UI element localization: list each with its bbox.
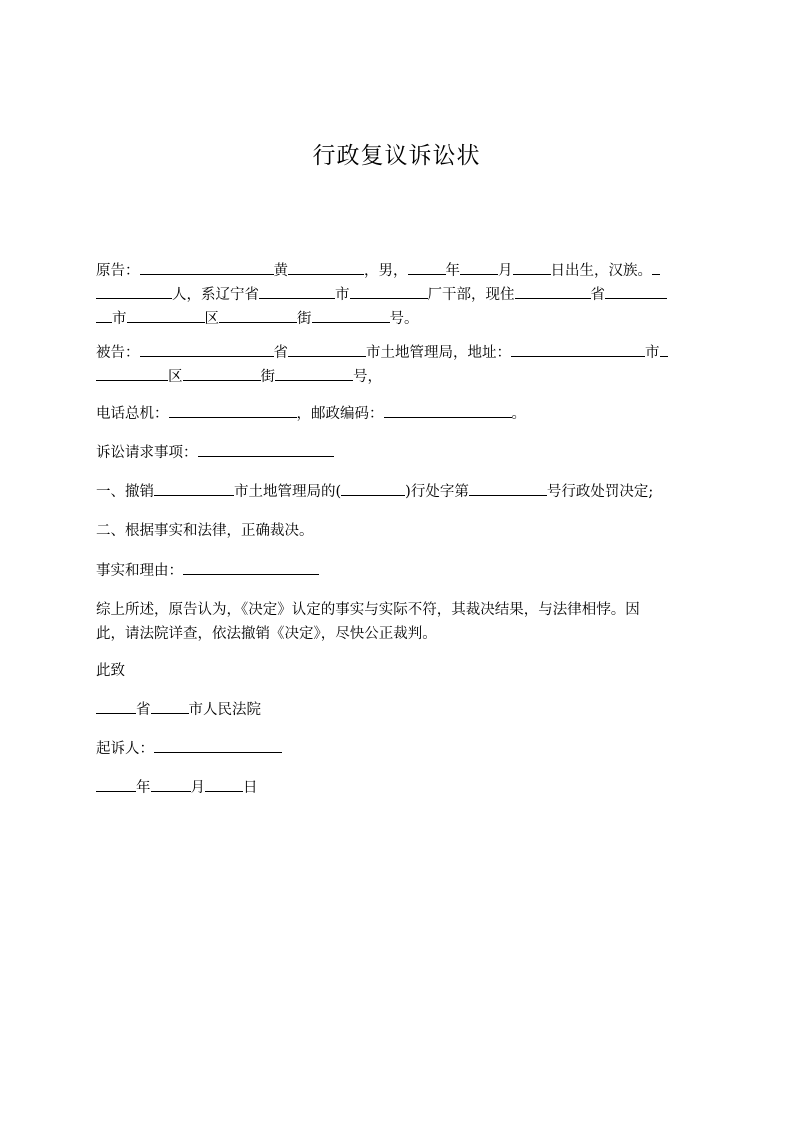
facts-label: 事实和理由：: [96, 563, 183, 579]
defendant-label: 被告：: [96, 345, 140, 361]
claim-2: [96, 519, 702, 543]
claims-line: [96, 441, 702, 465]
blank-birth-month[interactable]: [460, 259, 498, 275]
petitioner-line: [96, 737, 702, 761]
plaintiff-line-1: [96, 259, 702, 283]
blank-def-street[interactable]: [275, 365, 353, 381]
blank-def-city2[interactable]: [96, 365, 168, 381]
blank-petitioner[interactable]: [154, 737, 282, 753]
document-title: 行政复议诉讼状: [312, 143, 481, 169]
court-line: [96, 698, 702, 722]
text: 省: [136, 702, 151, 718]
defendant-line-1: [96, 341, 702, 365]
summary-line-1: 综上所述，原告认为，《决定》认定的事实与实际不符，其裁决结果，与法律相悖。因: [96, 602, 640, 618]
text: 街: [297, 311, 312, 327]
summary-line-2: 此，请法院详查，依法撤销《决定》，尽快公正裁判。: [96, 626, 437, 642]
blank-name[interactable]: [140, 259, 274, 275]
blank-revoke-city[interactable]: [154, 480, 234, 496]
blank-def-district[interactable]: [183, 365, 261, 381]
text: 月: [190, 780, 205, 796]
blank-res-district[interactable]: [127, 307, 205, 323]
text: 区: [204, 311, 219, 327]
text: 市土地管理局的(: [234, 484, 342, 500]
blank-claims[interactable]: [198, 441, 334, 457]
text: 市: [112, 311, 127, 327]
text: 省: [590, 287, 605, 303]
salutation-text: 此致: [96, 663, 125, 679]
text: 街: [260, 369, 275, 385]
text: 日出生，汉族。: [550, 263, 652, 279]
blank-court-city[interactable]: [151, 698, 189, 714]
text: 人，系辽宁省: [172, 287, 259, 303]
blank-date-month[interactable]: [151, 776, 191, 792]
text: 市土地管理局，地址：: [366, 345, 511, 361]
blank-hometown[interactable]: [96, 283, 172, 299]
blank-court-province[interactable]: [96, 698, 136, 714]
plaintiff-label: 原告：: [96, 263, 140, 279]
text: 号行政处罚决定;: [546, 484, 654, 500]
text: 省: [273, 345, 288, 361]
blank-birth-day[interactable]: [513, 259, 551, 275]
text: 号。: [389, 311, 419, 327]
blank-postal[interactable]: [384, 402, 512, 418]
blank-date-year[interactable]: [96, 776, 136, 792]
blank-given-name[interactable]: [288, 259, 364, 275]
claim-1: [96, 480, 702, 504]
plaintiff-paragraph: [96, 259, 702, 331]
text: )行处字第: [405, 484, 469, 500]
text: 市人民法院: [188, 702, 261, 718]
blank-def-city[interactable]: [288, 341, 366, 357]
facts-line: [96, 559, 702, 583]
text: 年: [445, 263, 460, 279]
plaintiff-line-2: [96, 283, 702, 307]
date-line: [96, 776, 702, 800]
blank-hometown-start[interactable]: [652, 259, 660, 275]
text: 日: [243, 780, 258, 796]
blank-res-street[interactable]: [219, 307, 297, 323]
phone-label: 电话总机：: [96, 406, 169, 422]
text: 厂干部，现住: [427, 287, 515, 303]
blank-res-city-start[interactable]: [605, 283, 667, 299]
blank-phone[interactable]: [169, 402, 297, 418]
blank-birth-year[interactable]: [408, 259, 446, 275]
petitioner-label: 起诉人：: [96, 741, 154, 757]
blank-def-province[interactable]: [140, 341, 274, 357]
blank-city[interactable]: [259, 283, 335, 299]
blank-year-code[interactable]: [341, 480, 405, 496]
text: 月: [498, 263, 513, 279]
summary-paragraph: [96, 598, 702, 646]
text: 。: [511, 406, 526, 422]
plaintiff-line-3: [96, 307, 702, 331]
defendant-paragraph: [96, 341, 702, 389]
claims-label: 诉讼请求事项：: [96, 445, 198, 461]
blank-date-day[interactable]: [205, 776, 243, 792]
text: 号，: [353, 369, 382, 385]
blank-factory[interactable]: [350, 283, 428, 299]
text: 黄: [273, 263, 288, 279]
blank-decision-number[interactable]: [469, 480, 547, 496]
salutation: [96, 659, 702, 683]
defendant-line-2: [96, 365, 702, 389]
blank-res-province[interactable]: [515, 283, 591, 299]
postal-label: ，邮政编码：: [296, 406, 384, 422]
blank-def-address[interactable]: [511, 341, 645, 357]
text: 年: [136, 780, 151, 796]
blank-facts[interactable]: [183, 559, 319, 575]
text: 市: [335, 287, 350, 303]
blank-res-number[interactable]: [312, 307, 390, 323]
text: 一、撤销: [96, 484, 154, 500]
blank-res-city[interactable]: [96, 307, 112, 323]
claim-2-text: 二、根据事实和法律，正确裁决。: [96, 523, 314, 539]
text: 区: [168, 369, 183, 385]
contact-line: [96, 402, 702, 426]
blank-def-addr-start[interactable]: [660, 341, 668, 357]
text: ，男，: [364, 263, 408, 279]
text: 市: [645, 345, 660, 361]
